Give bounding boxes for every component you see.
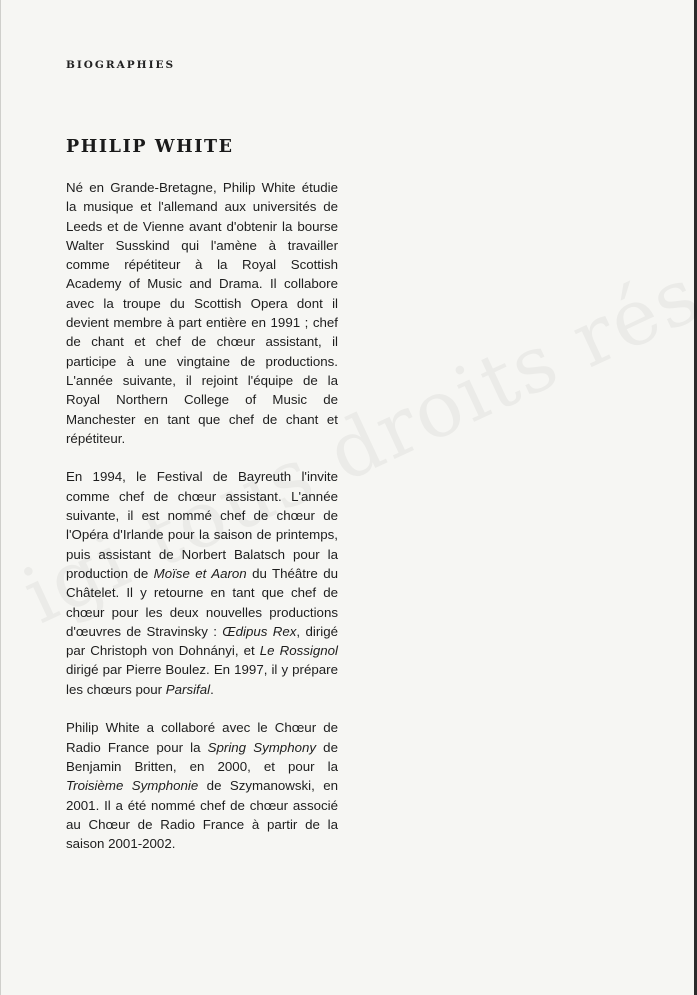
bio-paragraph-2 bbox=[66, 467, 338, 699]
bio-paragraph-3 bbox=[66, 718, 338, 853]
work-title-moise-et-aaron: Moïse et Aaron bbox=[153, 565, 247, 581]
bio-paragraph-1-text: Né en Grande-Bretagne, Philip White étudie la musique et l'allemand aux universités de Leeds et de Vienne avant d'obtenir la bourse Walter Susskind qui l'amène à travailler comme répétiteur à la Royal Scottish Academy of Music and Drama. Il collabore avec la troupe du Scottish Opera dont il devient membre à part entière en 1991 ; chef de chant et chef de chœur assistant, il participe à une vingtaine de productions. L'année suivante, il rejoint l'équipe de la Royal Northern College of Music de Manchester en tant que chef de chant et répétiteur. bbox=[66, 180, 338, 446]
bio-paragraph-2-text-c: du Théâtre du Châtelet. Il y retourne en tant que chef de chœur pour les deux nouvelles productions d'œuvres de Stravinsky : bbox=[66, 565, 338, 639]
bio-paragraph-3-text-e: de Szymanowski, en 2001. Il a été nommé chef de chœur associé au Chœur de Radio France à partir de la saison 2001-2002. bbox=[66, 778, 338, 852]
work-title-parsifal: Parsifal bbox=[165, 681, 211, 697]
section-label: BIOGRAPHIES bbox=[66, 59, 176, 71]
bio-paragraph-3-text-a: Philip White a collaboré avec le Chœur de Radio France pour la bbox=[66, 720, 338, 755]
page-left-edge bbox=[0, 0, 1, 995]
biography-name: PHILIP WHITE bbox=[66, 137, 234, 157]
work-title-oedipus-rex: Œdipus Rex bbox=[222, 623, 297, 639]
biography-text bbox=[66, 178, 338, 873]
work-title-le-rossignol: Le Rossignol bbox=[259, 643, 338, 659]
bio-paragraph-2-text-i: . bbox=[210, 681, 214, 697]
bio-paragraph-2-text-g: dirigé par Pierre Boulez. En 1997, il y prépare les chœurs pour bbox=[66, 662, 338, 697]
bio-paragraph-1 bbox=[66, 178, 338, 448]
work-title-troisieme-symphonie: Troisième Symphonie bbox=[66, 778, 199, 794]
work-title-spring-symphony: Spring Symphony bbox=[207, 739, 317, 755]
bio-paragraph-2-text-e: , dirigé par Christoph von Dohnányi, et bbox=[66, 623, 338, 659]
bio-paragraph-3-text-c: de Benjamin Britten, en 2000, et pour la bbox=[66, 739, 338, 774]
bio-paragraph-2-text-a: En 1994, le Festival de Bayreuth l'invite comme chef de chœur assistant. L'année suivante, il est nommé chef de chœur de l'Opéra d'Irlande pour la saison de printemps, puis assistant de Norbert Balatsch pour la production de bbox=[66, 469, 338, 581]
